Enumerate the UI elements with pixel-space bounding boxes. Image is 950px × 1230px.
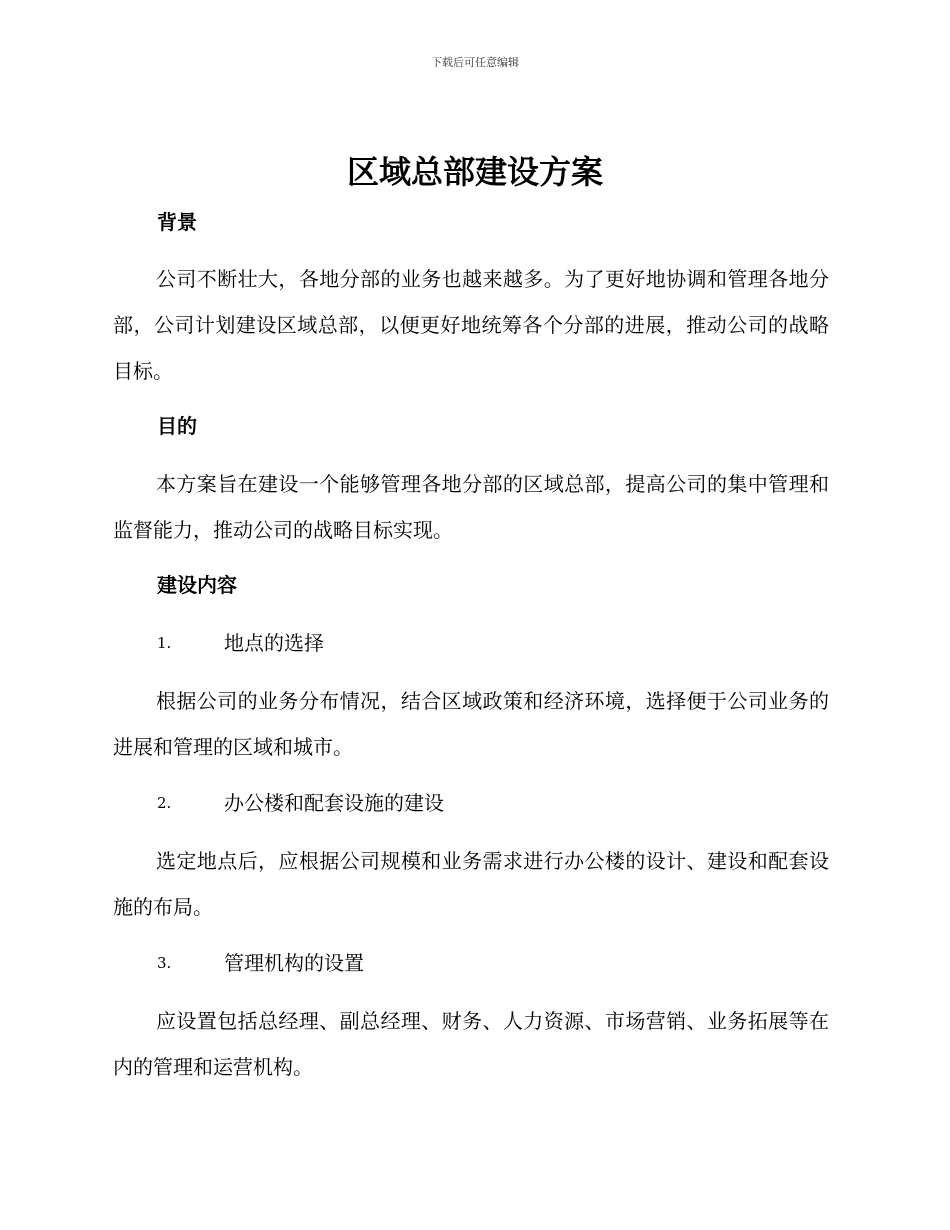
list-item-number: 1. [157, 634, 172, 652]
paragraph-office-building: 选定地点后，应根据公司规模和业务需求进行办公楼的设计、建设和配套设施的布局。 [113, 849, 829, 919]
section-heading-purpose: 目的 [157, 414, 197, 438]
section-heading-content: 建设内容 [157, 573, 237, 597]
list-item-title: 管理机构的设置 [224, 951, 364, 975]
paragraph-purpose: 本方案旨在建设一个能够管理各地分部的区域总部，提高公司的集中管理和监督能力，推动公司的战略目标实现。 [113, 472, 829, 542]
document-title: 区域总部建设方案 [346, 153, 603, 191]
list-item-title: 地点的选择 [224, 631, 324, 655]
list-item-number: 2. [157, 794, 172, 812]
header-note: 下载后可任意编辑 [431, 56, 519, 69]
list-item-title: 办公楼和配套设施的建设 [224, 791, 444, 815]
section-heading-background: 背景 [157, 210, 197, 234]
paragraph-management: 应设置包括总经理、副总经理、财务、人力资源、市场营销、业务拓展等在内的管理和运营机构。 [113, 1009, 829, 1079]
paragraph-location: 根据公司的业务分布情况，结合区域政策和经济环境，选择便于公司业务的进展和管理的区域和城市。 [113, 689, 829, 759]
paragraph-background: 公司不断壮大，各地分部的业务也越来越多。为了更好地协调和管理各地分部，公司计划建设区域总部，以便更好地统筹各个分部的进展，推动公司的战略目标。 [113, 267, 829, 383]
list-item-number: 3. [157, 954, 172, 972]
